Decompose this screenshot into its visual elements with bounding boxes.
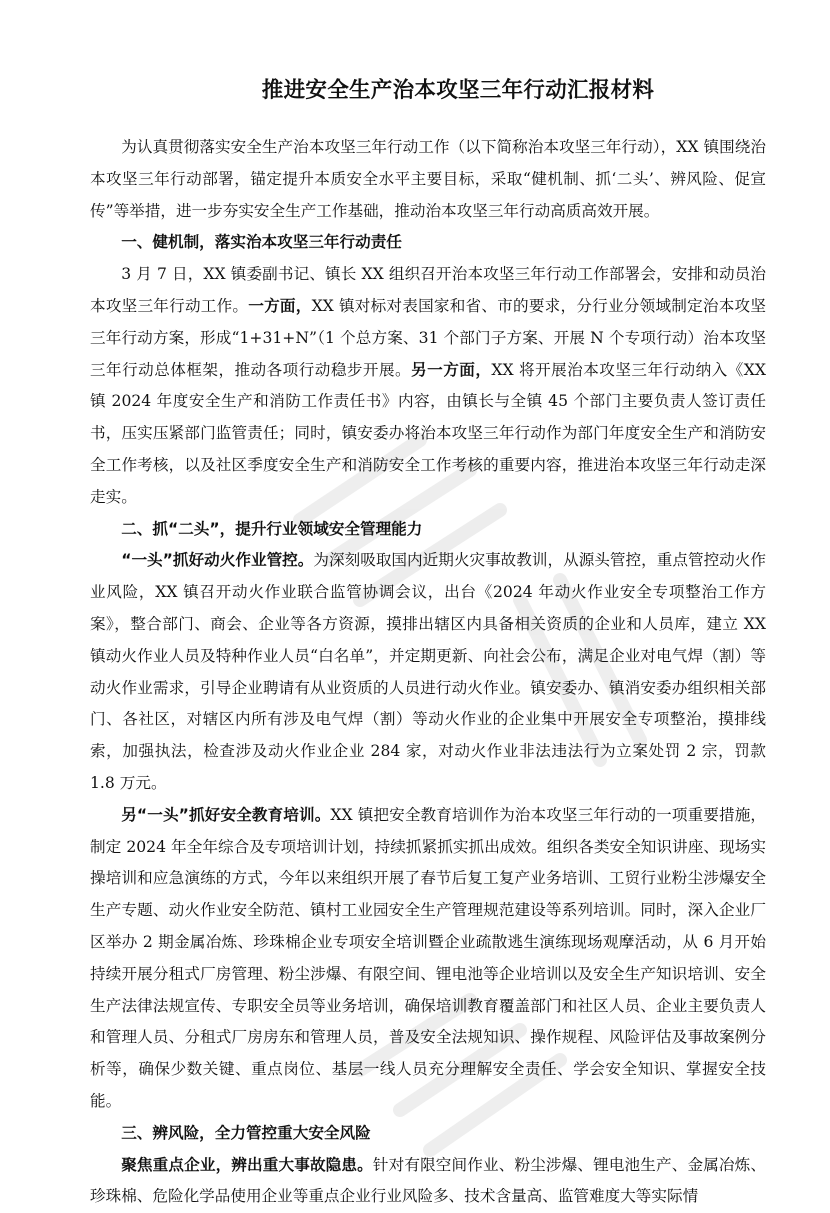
section1-lead-1: 一方面， bbox=[248, 297, 311, 315]
section2-text-2: XX 镇把安全教育培训作为治本攻坚三年行动的一项重要措施，制定 2024 年全年综合及专项培训计划，持续抓紧抓实抓出成效。组织各类安全知识讲座、现场实操培训和应急演练的方式，今年以来组织开展了春节后复工复产业务培训、工贸行业粉尘涉爆安全生产专题、动火作业安全防范、镇村工业园安全生产管理规范建设等系列培训。同时，深入企业厂区举办 2 期金属冶炼、珍珠棉企业专项安全培训暨企业疏散逃生演练现场观摩活动，从 6 月开始持续开展分租式厂房管理、粉尘涉爆、有限空间、锂电池等企业培训以及安全生产知识培训、安全生产法律法规宣传、专职安全员等业务培训，确保培训教育覆盖部门和社区人员、企业主要负责人和管理人员、分租式厂房房东和管理人员，普及安全法规知识、操作规程、风险评估及事故案例分析等，确保少数关键、重点岗位、基层一线人员充分理解安全责任、学会安全知识、掌握安全技能。 bbox=[90, 806, 766, 1110]
section2-heading: 二、抓“二头”，提升行业领域安全管理能力 bbox=[90, 514, 766, 546]
section2-paragraph-2 bbox=[90, 800, 766, 1118]
intro-paragraph: 为认真贯彻落实安全生产治本攻坚三年行动工作（以下简称治本攻坚三年行动），XX 镇围绕治本攻坚三年行动部署，锚定提升本质安全水平主要目标，采取“健机制、抓‘二头’、辨风险、促宣传”等举措，进一步夯实安全生产工作基础，推动治本攻坚三年行动高质高效开展。 bbox=[90, 132, 766, 227]
section2-paragraph-1 bbox=[90, 545, 766, 799]
section2-text-1: 为深刻吸取国内近期火灾事故教训，从源头管控，重点管控动火作业风险，XX 镇召开动火作业联合监管协调会议，出台《2024 年动火作业安全专项整治工作方案》，整合部门、商会、企业等各方资源，摸排出辖区内具备相关资质的企业和人员库，建立 XX 镇动火作业人员及特种作业人员“白名单”，并定期更新、向社会公布，满足企业对电气焊（割）等动火作业需求，引导企业聘请有从业资质的人员进行动火作业。镇安委办、镇消安委办组织相关部门、各社区，对辖区内所有涉及电气焊（割）等动火作业的企业集中开展安全专项整治，摸排线索，加强执法，检查涉及动火作业企业 284 家，对动火作业非法违法行为立案处罚 2 宗，罚款 1.8 万元。 bbox=[90, 551, 766, 792]
document-page bbox=[90, 76, 766, 1213]
section1-lead-2: 另一方面， bbox=[411, 361, 491, 379]
section3-lead-1: 聚焦重点企业，辨出重大事故隐患。 bbox=[121, 1156, 373, 1174]
section3-heading: 三、辨风险，全力管控重大安全风险 bbox=[90, 1118, 766, 1150]
section3-paragraph-1 bbox=[90, 1150, 766, 1213]
section1-heading: 一、健机制，落实治本攻坚三年行动责任 bbox=[90, 227, 766, 259]
section2-lead-1: “一头”抓好动火作业管控。 bbox=[121, 551, 313, 569]
section1-text-a: 3 月 7 日，XX 镇委副书记、镇长 XX 组织召开治本攻坚三年行动工作部署会，安排和动员治本攻坚三年行动工作。 bbox=[90, 265, 766, 315]
section3-text-1: 针对有限空间作业、粉尘涉爆、锂电池生产、金属冶炼、珍珠棉、危险化学品使用企业等重点企业行业风险多、技术含量高、监管难度大等实际情 bbox=[90, 1156, 766, 1206]
document-title: 推进安全生产治本攻坚三年行动汇报材料 bbox=[90, 76, 766, 106]
section1-text-c: XX 将开展治本攻坚三年行动纳入《XX 镇 2024 年度安全生产和消防工作责任书》内容，由镇长与全镇 45 个部门主要负责人签订责任书，压实压紧部门监管责任；同时，镇安委办将治本攻坚三年行动作为部门年度安全生产和消防安全工作考核，以及社区季度安全生产和消防安全工作考核的重要内容，推进治本攻坚三年行动走深走实。 bbox=[90, 361, 766, 506]
section2-lead-2: 另“一头”抓好安全教育培训。 bbox=[121, 806, 330, 824]
section1-text-b: XX 镇对标对表国家和省、市的要求，分行业分领域制定治本攻坚三年行动方案，形成“1+31+N”（1 个总方案、31 个部门子方案、开展 N 个专项行动）治本攻坚三年行动总体框架，推动各项行动稳步开展。 bbox=[90, 297, 766, 379]
section1-paragraph bbox=[90, 259, 766, 513]
